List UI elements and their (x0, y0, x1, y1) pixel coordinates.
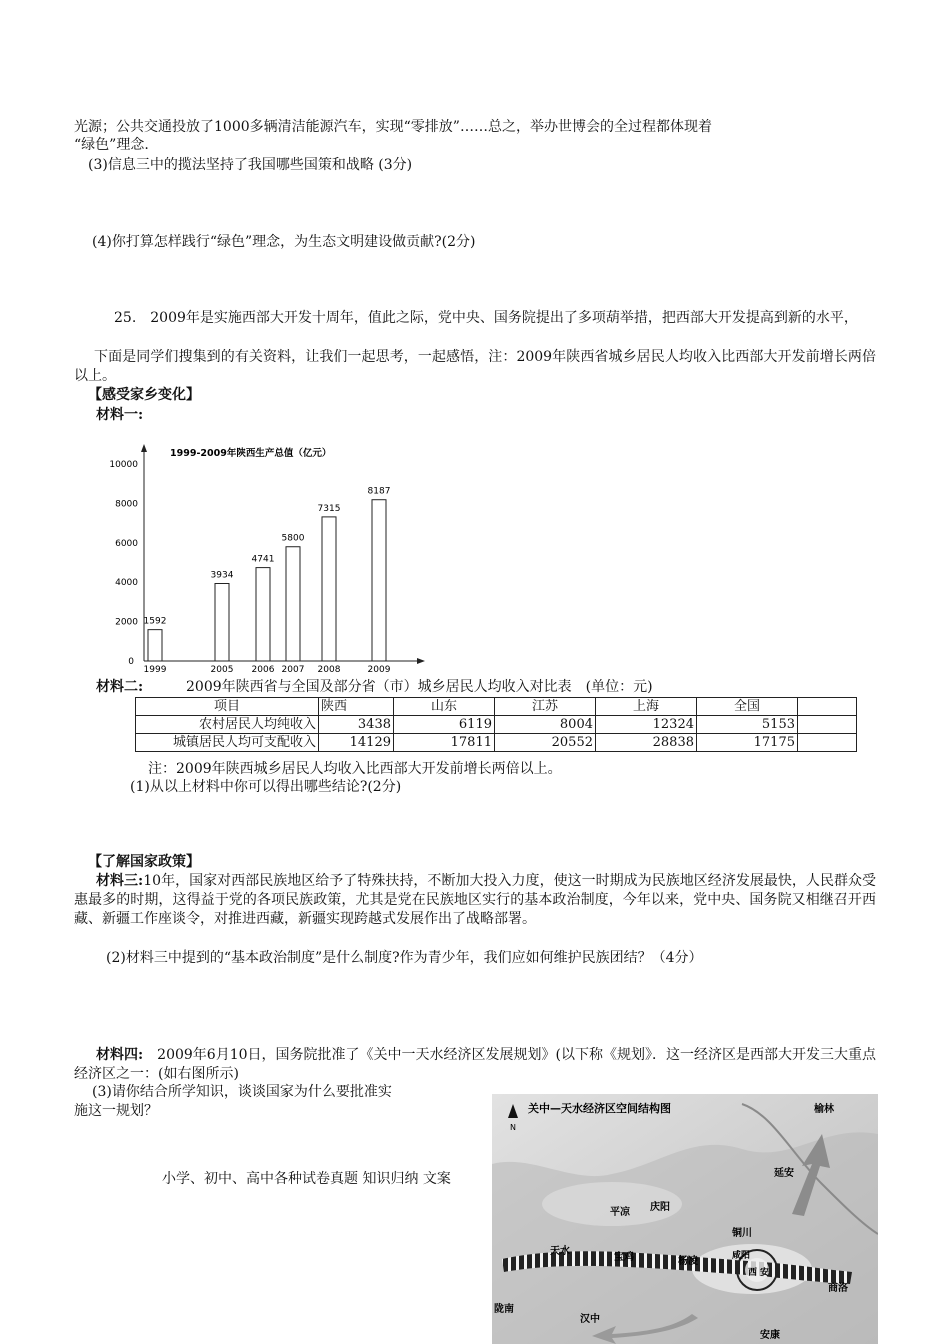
material-1-label: 材料一: (96, 407, 144, 423)
city-label: 安康 (760, 1330, 780, 1341)
paragraph-top-line1: 光源；公共交通投放了1000多辆清洁能源汽车，实现“零排放”……总之，举办世博会的全过程都体现着 (74, 119, 712, 135)
question-2: (2)材料三中提到的“基本政治制度”是什么制度?作为青少年，我们应如何维护民族团结？（4分） (106, 950, 703, 966)
north-symbol: N (510, 1123, 516, 1132)
city-label: 杨凌 (678, 1256, 698, 1267)
chart-y-tick-label: 4000 (115, 578, 138, 589)
chart-bar (215, 584, 229, 661)
table-row (136, 734, 857, 752)
table-header-cell: 上海 (596, 698, 697, 716)
chart-data-label: 5800 (281, 533, 305, 544)
chart-y-tick-label: 2000 (115, 617, 138, 628)
chart-x-tick-label: 2008 (317, 665, 341, 675)
table-cell: 28838 (596, 734, 697, 752)
city-label: 陇南 (494, 1304, 514, 1315)
city-label: 延安 (774, 1168, 794, 1179)
city-label: 汉中 (580, 1314, 600, 1325)
chart-bar (322, 517, 336, 661)
table-cell: 20552 (495, 734, 596, 752)
chart-bar (286, 547, 300, 661)
table-cell (798, 716, 857, 734)
material-3 (74, 872, 876, 929)
material-3-text: 10年，国家对西部民族地区给予了特殊扶持，不断加大投入力度，使这一时期成为民族地区经济发展最快，人民群众受惠最多的时期，这得益于党的各项民族政策，尤其是党在民族地区实行的基本政治制度，今年以来，党中央、国务院又相继召开西藏、新疆工作座谈令，对推进西藏，新疆实现跨越式发展作出了战略部署。 (74, 873, 877, 927)
city-label: 铜川 (732, 1228, 752, 1239)
table-cell: 3438 (319, 716, 394, 734)
question-1: (1)从以上材料中你可以得出哪些结论?(2分) (130, 779, 402, 795)
table-header-row (136, 698, 857, 716)
question-3b-line2: 施这一规划？ (74, 1103, 158, 1119)
chart-data-label: 1592 (143, 616, 167, 627)
income-comparison-table (135, 697, 857, 752)
section-heading-1: 【感受家乡变化】 (88, 387, 200, 403)
table-note: 注：2009年陕西城乡居民人均收入比西部大开发前增长两倍以上。 (148, 761, 562, 777)
question-3: (3)信息三中的揽法坚持了我国哪些国策和战略 (3分) (88, 157, 413, 173)
chart-data-label: 4741 (251, 554, 275, 565)
table-row-label: 农村居民人均纯收入 (136, 716, 319, 734)
city-label: 宝鸡 (614, 1252, 634, 1263)
chart-x-axis-arrow (417, 658, 425, 664)
table-header-cell: 山东 (394, 698, 495, 716)
table-cell: 17811 (394, 734, 495, 752)
table-row-label: 城镇居民人均可支配收入 (136, 734, 319, 752)
chart-x-tick-label: 2005 (210, 665, 234, 675)
city-label: 榆林 (814, 1104, 834, 1115)
table-header-cell (798, 698, 857, 716)
chart-bar (372, 500, 386, 661)
table-cell: 5153 (697, 716, 798, 734)
chart-bar (148, 630, 162, 661)
paragraph-top-line2: “绿色”理念. (74, 137, 149, 153)
map-title: 关中—天水经济区空间结构图 (528, 1102, 671, 1115)
table-cell: 6119 (394, 716, 495, 734)
city-label: 庆阳 (650, 1202, 670, 1213)
table-header-cell: 江苏 (495, 698, 596, 716)
table-cell: 12324 (596, 716, 697, 734)
question-25-desc: 下面是同学们搜集到的有关资料，让我们一起思考，一起感悟，注：2009年陕西省城乡居民人均收入比西部大开发前增长两倍以上。 (74, 349, 876, 384)
table-cell: 14129 (319, 734, 394, 752)
question-3b-line1: (3)请你结合所学知识，谈谈国家为什么要批准实 (92, 1084, 392, 1100)
table-header-cell: 项目 (136, 698, 319, 716)
table-cell: 8004 (495, 716, 596, 734)
city-label: 天水 (550, 1246, 570, 1257)
table-cell: 17175 (697, 734, 798, 752)
city-label: 平凉 (610, 1207, 630, 1218)
table-title: 2009年陕西省与全国及部分省（市）城乡居民人均收入对比表 (单位：元) (186, 679, 653, 695)
city-label: 咸阳 (732, 1251, 751, 1261)
section-heading-2: 【了解国家政策】 (88, 854, 200, 870)
chart-bar (256, 568, 270, 661)
city-label: 西 (748, 1268, 758, 1278)
chart-data-label: 7315 (317, 503, 341, 514)
material-2-label: 材料二: (96, 679, 144, 695)
chart-x-tick-label: 1999 (143, 665, 167, 675)
table-row (136, 716, 857, 734)
chart-data-label: 3934 (210, 570, 234, 581)
chart-data-label: 8187 (367, 486, 391, 497)
city-label: 安 (760, 1268, 770, 1278)
question-25-intro: 25. 2009年是实施西部大开发十周年，值此之际，党中央、国务院提出了多项葫举措，把西部大开发提高到新的水平， (114, 310, 858, 326)
chart-y-tick-label: 8000 (115, 499, 138, 510)
chart-y-axis-arrow (141, 444, 147, 452)
chart-y-tick-label: 0 (128, 657, 134, 667)
chart-title: 1999-2009年陕西生产总值（亿元） (170, 448, 332, 459)
material-4-text: 2009年6月10日，国务院批准了《关中一天水经济区发展规划》(以下称《规划》．这一经济区是西部大开发三大重点经济区之一：(如右图所示) (74, 1047, 876, 1082)
chart-y-tick-label: 10000 (109, 460, 138, 470)
guanzhong-tianshui-map (492, 1094, 878, 1344)
table-header-cell: 陕西 (319, 698, 394, 716)
footer-watermark-text: 小学、初中、高中各种试卷真题 知识归纳 文案 (162, 1171, 451, 1187)
chart-x-tick-label: 2006 (251, 665, 275, 675)
city-label: 商洛 (828, 1283, 848, 1294)
table-header-cell: 全国 (697, 698, 798, 716)
chart-x-tick-label: 2009 (367, 665, 391, 675)
chart-y-tick-label: 6000 (115, 538, 138, 549)
chart-x-tick-label: 2007 (281, 665, 305, 675)
material-4 (74, 1046, 876, 1084)
question-4: (4)你打算怎样践行“绿色”理念，为生态文明建设做贡献?(2分) (92, 234, 476, 250)
material-4-label: 材料四: (96, 1047, 144, 1063)
table-cell (798, 734, 857, 752)
material-3-label: 材料三: (96, 873, 144, 889)
gdp-bar-chart (98, 440, 438, 675)
